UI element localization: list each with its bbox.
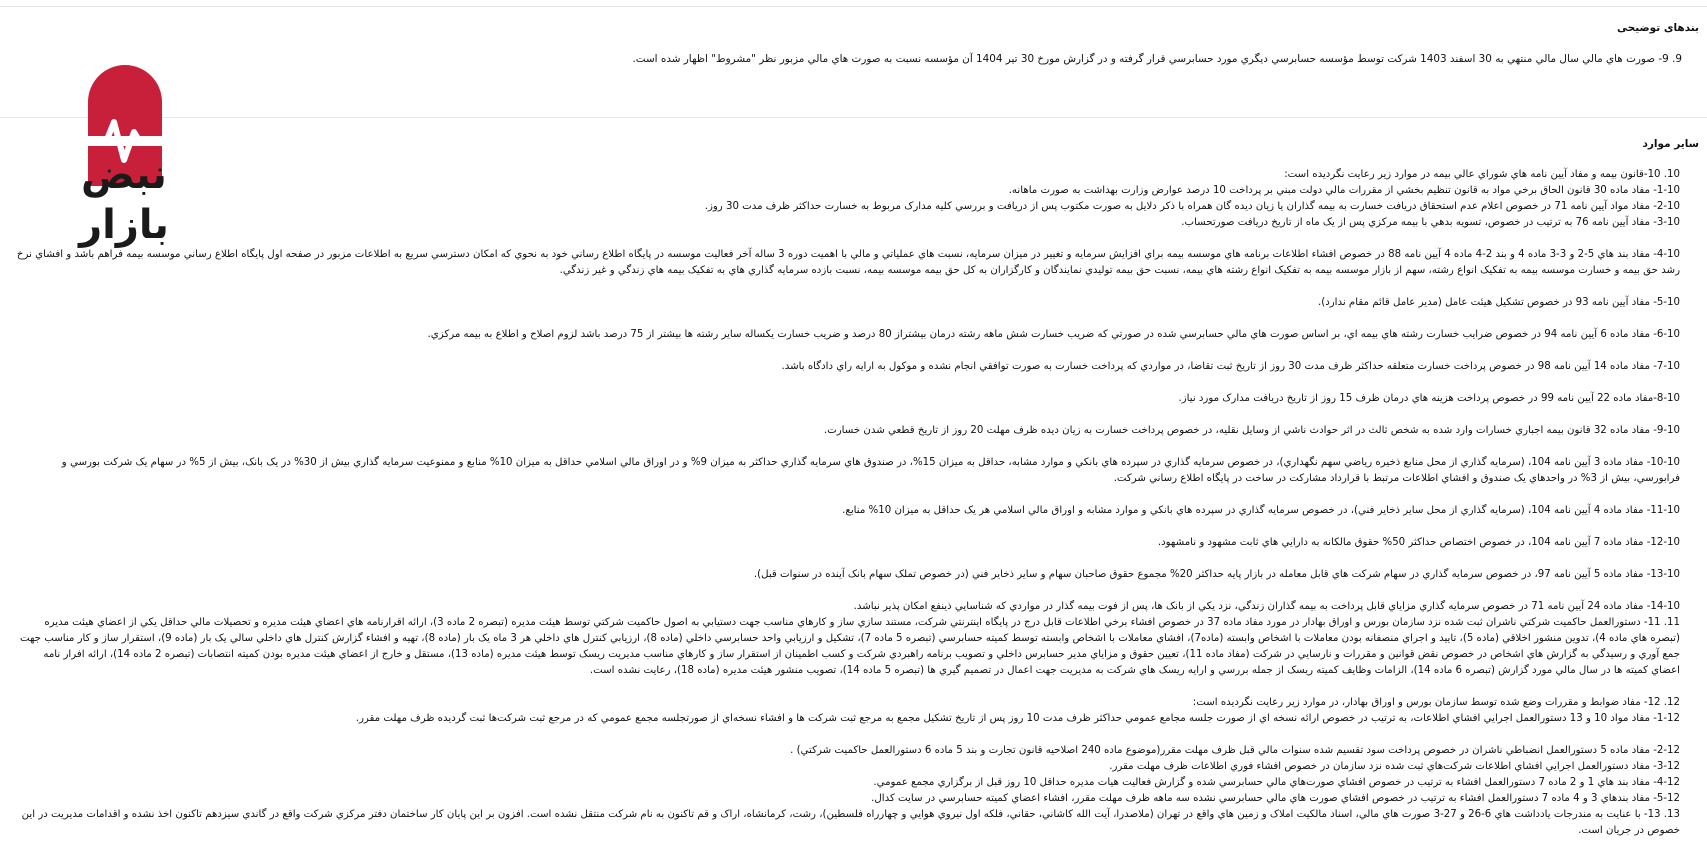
list-item: 8-10-مفاد ماده 22 آیین نامه 99 در خصوص پرداخت هزینه هاي درمان ظرف 15 روز از تاریخ دریافت مدارک مورد نیاز. bbox=[1178, 393, 1680, 404]
list-item: 7-10- مفاد ماده 14 آیین نامه 98 در خصوص پرداخت خسارت متعلقه حداکثر ظرف مدت 30 روز از تاریخ ثبت تقاضا، در مواردي که پرداخت خسارت به صورت توافقي انجام نشده و موکول به ارایه راي دادگاه باشد. bbox=[781, 361, 1680, 372]
list-item: 3-10- مفاد آیین نامه 76 به ترتیب در خصوص، تسویه بدهي با بیمه مرکزي پس از یک ماه از تاریخ دریافت صورتحساب. bbox=[1181, 217, 1680, 228]
list-item: 6-10- مفاد ماده 6 آیین نامه 94 در خصوص ضرایب خسارت رشته هاي بیمه اي، بر اساس صورت هاي مالي حسابرسي شده در صورتي که ضریب خسارت شش ماهه رشته درمان بیشتراز 80 درصد و ضریب خسارت یکساله سایر رشته ها بیشتر از 75 درصد باشد لزوم اصلاح و اطلاع به بیمه مرکزي. bbox=[427, 329, 1680, 340]
list-item: 13. 13- با عنایت به مندرجات یادداشت هاي 6-26 و 27-3 صورت هاي مالي، اسناد مالکیت املاک و زمین هاي واقع در تهران (ملاصدرا، آیت الله کاشاني، حقاني، فلکه اول نیروي هوایي و چهارراه فلسطین)، رشت، کرمانشاه، اراک و قم تاکنون به نام شرکت منتقل نشده است. افزون بر این پایان کار ساختمان دفتر مرکزي شرکت واقع در گاندي سیزدهم تاکنون اخذ نشده و اقدامات مدیریت در این خصوص در جریان است. bbox=[21, 809, 1680, 836]
list-item: 12. 12- مفاد ضوابط و مقررات وضع شده توسط سازمان بورس و اوراق بهادار، در موارد زیر رعایت نگردیده است: bbox=[1192, 697, 1680, 708]
list-item: 11-10- مفاد ماده 4 آیین نامه 104، (سرمایه گذاري از محل سایر ذخایر فني)، در خصوص سرمایه گذاري در سپرده هاي بانکي و موارد مشابه و اوراق مالي اسلامي هر یک حداقل به میزان 10% منابع. bbox=[842, 505, 1680, 516]
list-item: 11. 11- دستورالعمل حاکمیت شرکتي ناشران ثبت شده نزد سازمان بورس و اوراق بهادار در مورد مفاد ماده 37 در خصوص افشاء برخي اطلاعات قابل درج در پایگاه اینترنتي شرکت، مستند سازي ساز و کارهاي مناسب جهت دستیابي به اصول حاکمیت شرکتي توسط هیئت مدیره (تبصره 2 ماده 3)، ارائه اقرارنامه هاي اعضاي هیئت مدیره و تحصیلات مالي حداقل یکي از اعضاي هیئت مدیره (تبصره هاي ماده 4)، تدوین منشور اخلاقي (ماده 5)، تایید و اجراي منصفانه بودن معاملات با اشخاص وابسته (ماده7)، افشاي معاملات با اشخاص وابسته توسط کمیته حسابرسي (تبصره 5 ماده 7)، تشکیل و ارزیابي واحد حسابرسي داخلي (ماده 8)، ارزیابي کنترل هاي داخلي هر 3 ماه یک بار (ماده 8)، تهیه و افشاء گزارش کنترل هاي داخلي سالي یک بار (ماده 9)، استقرار ساز و کار مناسب جهت جمع آوري و رسیدگي به گزارش هاي اشخاص در خصوص نقض قوانین و مقررات و نارسایي در شرکت (مفاد ماده 11)، تعیین حقوق و مزایاي مدیر حسابرس داخلي و تصویب برنامه راهبردي شرکت و کسب اطمینان از استقرار ساز و کارهاي مناسب مدیریت ریسک توسط هیئت مدیره (ماده 13)، مستقل و خارج از اعضاي هیئت مدیره بودن کمیته انتصابات (تبصره 2 ماده 14)، ارائه افرار نامه اعضاي کمیته ها در سال مالي مورد گزارش (تبصره 6 ماده 14)، الزامات وظایف کمیته ریسک از جمله بررسي و ارایه ریسک هاي شرکت به مدیریت جهت اعمال در تصمیم گیري ها (تبصره 5 ماده 14)، تصویب منشور هیئت مدیره (ماده 18)، رعایت نشده است. bbox=[19, 617, 1680, 676]
list-item: 14-10- مفاد ماده 24 آیین نامه 71 در خصوص سرمایه گذاري مزایاي قابل پرداخت به بیمه گذاران زندگي، نزد یکي از بانک ها، پس از فوت بیمه گذار در مواردي که شناسایي ذینفع امکان پذیر نباشد. bbox=[853, 601, 1680, 612]
list-item: 9-10- مفاد ماده 32 قانون بیمه اجباري خسارات وارد شده به شخص ثالث در اثر حوادث ناشي از وسایل نقلیه، در خصوص پرداخت خسارت به زیان دیده ظرف مهلت 20 روز از تاریخ قطعي شدن خسارت. bbox=[823, 425, 1680, 436]
list-item: 12-10- مفاد ماده 7 آیین نامه 104، در خصوص اختصاص حداکثر 50% حقوق مالکانه به دارایي هاي ثابت مشهود و نامشهود. bbox=[1157, 537, 1680, 548]
other-section-title: سایر موارد bbox=[1642, 138, 1699, 150]
list-item: 2-12- مفاد ماده 5 دستورالعمل انضباطي ناشران در خصوص پرداخت سود تقسیم شده سنوات مالي قبل ظرف مهلت مقرر(موضوع ماده 240 اصلاحیه قانون تجارت و بند 5 ماده 6 دستورالعمل حاکمیت شرکتي) . bbox=[790, 745, 1680, 756]
list-item: 10. 10-قانون بیمه و مفاد آیین نامه هاي شوراي عالي بیمه در موارد زیر رعایت نگردیده است: bbox=[1284, 169, 1680, 180]
explanatory-section-title: بندهای توضیحی bbox=[1617, 22, 1699, 34]
list-item: 13-10- مفاد ماده 5 آیین نامه 97، در خصوص سرمایه گذاري در سهام شرکت هاي قابل معامله در بازار پایه حداکثر 20% مجموع حقوق صاحبان سهام و سایر ذخایر فني (در خصوص تملک سهام بانک آینده در سنوات قبل). bbox=[753, 569, 1680, 580]
section-divider bbox=[0, 117, 1707, 118]
list-item: 2-10- مفاد مواد آیین نامه 71 در خصوص اعلام عدم استحقاق دریافت خسارت به بیمه گذاران یا زیان دیده گان همراه با ذکر دلایل به صورت مکتوب پس از دریافت و بررسي کلیه مدارک مربوط به خسارت حداکثر ظرف مدت 30 روز. bbox=[704, 201, 1680, 212]
list-item: 5-10- مفاد آیین نامه 93 در خصوص تشکیل هیئت عامل (مدیر عامل قائم مقام ندارد). bbox=[1318, 297, 1680, 308]
list-item: 1-12- مفاد مواد 10 و 13 دستورالعمل اجرایي افشاي اطلاعات، به ترتیب در خصوص ارائه نسخه اي از صورت جلسه مجامع عمومي حداکثر ظرف مدت 10 روز پس از تاریخ تشکیل مجمع به مرجع ثبت شرکت ها و افشاء نسخه‌اي از صورتجلسه مجمع عمومي که در مرجع ثبت شرکت‌ها ثبت گردیده ظرف مهلت مقرر. bbox=[355, 713, 1680, 724]
list-item: 4-10- مفاد بند هاي 5-2 و 3-3 ماده 4 و بند 2-4 ماده 4 آیین نامه 88 در خصوص افشاء اطلاعات برنامه هاي موسسه بیمه براي افزایش سرمایه و تغییر در میزان سرمایه، نسبت هاي عملیاتي و مالي با اهمیت دوره 3 ساله آخر فعالیت موسسه در پایگاه اطلاع رساني خود به نحوي که امکان دسترسي سریع به اطلاعات مزبور در صفحه اول پایگاه اطلاع رساني موسسه بیمه فراهم باشد و افشاي نرخ رشد حق بیمه و خسارت موسسه بیمه به تفکیک انواع رشته، سهم از بازار موسسه بیمه به تفکیک انواع رشته هاي بیمه، نسبت حق بیمه تولیدي نمایندگان و کارگزاران به کل حق بیمه موسسه بیمه، نسبت بازده سرمایه گذاري هاي به تفکیک بیمه هاي زندگي و غیر زندگي. bbox=[16, 249, 1680, 276]
list-item: 3-12- مفاد دستورالعمل اجرایي افشاي اطلاعات شرکت‌هاي ثبت شده نزد سازمان در خصوص افشاء فوري اطلاعات ظرف مهلت مقرر. bbox=[1109, 761, 1680, 772]
logo-wordmark: نبض بازار bbox=[79, 152, 169, 248]
list-item: 5-12- مفاد بندهاي 3 و 4 ماده 7 دستورالعمل افشاء به ترتیب در خصوص افشاي صورت هاي مالي حسابرسي نشده سه ماهه ظرف مهلت مقرر، افشاء اعضاي کمیته حسابرسي در سایت کدال. bbox=[871, 793, 1680, 804]
top-border bbox=[0, 0, 1707, 7]
explanatory-paragraph: 9. 9- صورت هاي مالي سال مالي منتهي به 30 اسفند 1403 شركت توسط مؤسسه حسابرسي ديگري مورد حسابرسي قرار گرفته و در گزارش مورخ 30 تیر 1404 آن مؤسسه نسبت به صورت هاي مالي مزبور نظر "مشروط" اظهار شده است. bbox=[632, 53, 1682, 65]
list-item: 1-10- مفاد ماده 30 قانون الحاق برخي مواد به قانون تنظیم بخشي از مقررات مالي دولت مبني بر پرداخت 10 درصد عوارض وزارت بهداشت به صورت ماهانه. bbox=[1008, 185, 1680, 196]
list-item: 10-10- مفاد ماده 3 آیین نامه 104، (سرمایه گذاري از محل منابع ذخیره ریاضي سهم نگهداري)، در خصوص سرمایه گذاري در سپرده هاي بانکي و موارد مشابه، حداقل به میزان 15%، در صندوق هاي سرمایه گذاري حداکثر به میزان 9% و در اوراق مالي اسلامي حداقل به میزان 10% منابع و ممنوعیت سرمایه گذاري بیش از 30% در یک بانک، بیش از 5% در سهام یک شرکت بورسي و فرابورسي، بیش از 3% در واحدهاي یک صندوق و افشاي اطلاعات مرتبط با قرارداد مشارکت در ساخت در پایگاه اطلاع رساني شرکت. bbox=[61, 457, 1680, 484]
list-item: 4-12- مفاد بند هاي 1 و 2 ماده 7 دستورالعمل افشاء به ترتیب در خصوص افشاي صورت‌هاي مالي حسابرسي شده و گزارش فعالیت هیات مدیره حداقل 10 روز قبل از برگزاري مجمع عمومي. bbox=[873, 777, 1680, 788]
